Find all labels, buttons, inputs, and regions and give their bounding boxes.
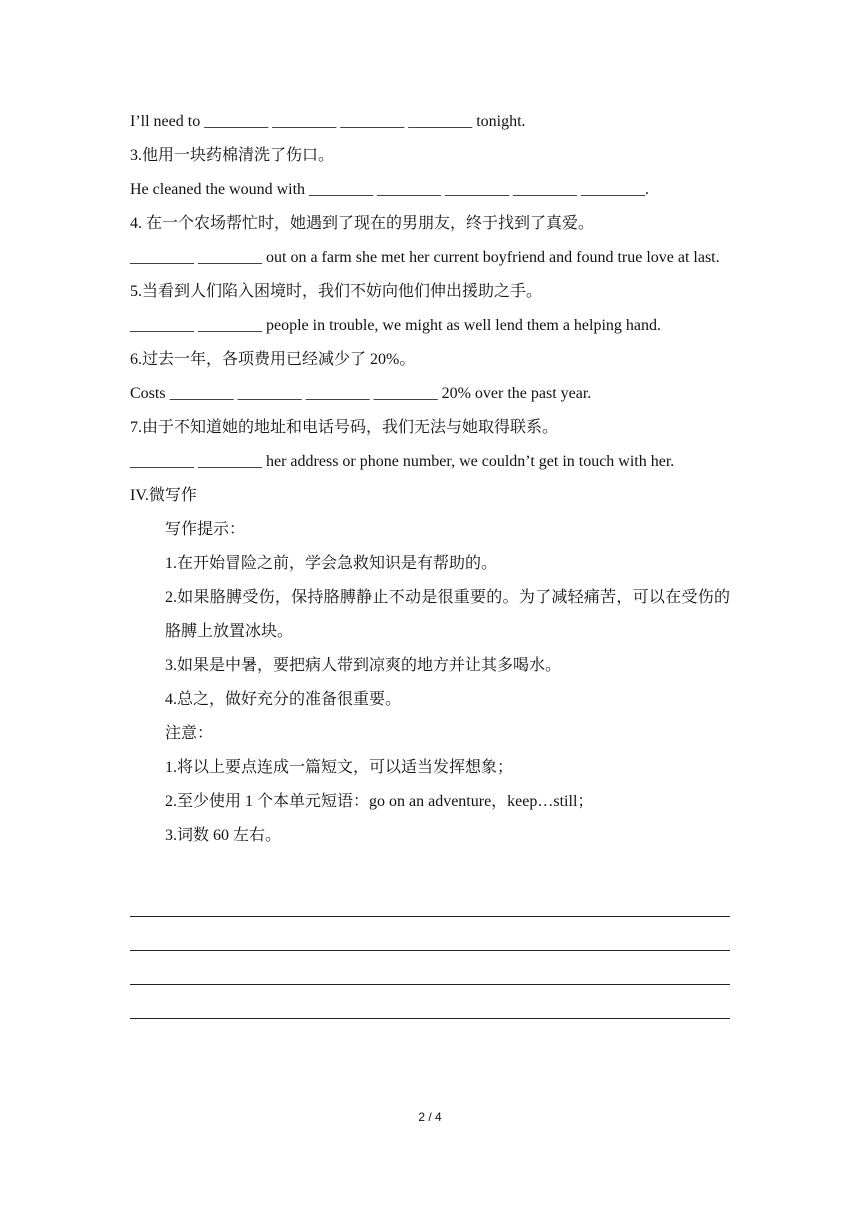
sentence-7-english: ________ ________ her address or phone number, we couldn’t get in touch with her. [130,453,675,470]
sentence-4-chinese: 4. 在一个农场帮忙时，她遇到了现在的男朋友，终于找到了真爱。 [130,215,595,232]
writing-prompt-label: 写作提示： [165,521,246,538]
writing-point-3: 3.如果是中暑，要把病人带到凉爽的地方并让其多喝水。 [165,657,562,674]
sentence-5-chinese: 5.当看到人们陷入困境时，我们不妨向他们伸出援助之手。 [130,283,543,300]
sentence-2-english: I’ll need to ________ ________ ________ ________ tonight. [130,113,526,130]
note-label: 注意： [165,725,214,742]
note-2: 2.至少使用 1 个本单元短语：go on an adventure，keep…still； [165,793,594,810]
page-number: 2 / 4 [418,1110,442,1124]
sentence-5-english: ________ ________ people in trouble, we might as well lend them a helping hand. [130,317,662,334]
sentence-4-english: ________ ________ out on a farm she met her current boyfriend and found true love at last. [130,249,720,266]
answer-area[interactable] [130,889,730,1025]
sentence-3-english: He cleaned the wound with ________ ________ ________ ________ ________. [130,181,650,198]
answer-line[interactable] [130,889,730,923]
writing-point-4: 4.总之，做好充分的准备很重要。 [165,691,402,708]
exercise-content [130,105,730,853]
note-1: 1.将以上要点连成一篇短文，可以适当发挥想象； [165,759,514,776]
sentence-6-chinese: 6.过去一年，各项费用已经减少了 20%。 [130,351,416,368]
answer-line[interactable] [130,991,730,1025]
writing-point-1: 1.在开始冒险之前，学会急救知识是有帮助的。 [165,555,498,572]
sentence-6-english: Costs ________ ________ ________ ________ 20% over the past year. [130,385,592,402]
answer-line[interactable] [130,923,730,957]
sentence-3-chinese: 3.他用一块药棉清洗了伤口。 [130,147,335,164]
sentence-7-chinese: 7.由于不知道她的地址和电话号码，我们无法与她取得联系。 [130,419,559,436]
answer-line[interactable] [130,957,730,991]
note-3: 3.词数 60 左右。 [165,827,282,844]
section-heading: IV.微写作 [130,487,197,504]
writing-point-2: 2.如果胳膊受伤，保持胳膊静止不动是很重要的。为了减轻痛苦，可以在受伤的胳膊上放置冰块。 [165,589,730,640]
